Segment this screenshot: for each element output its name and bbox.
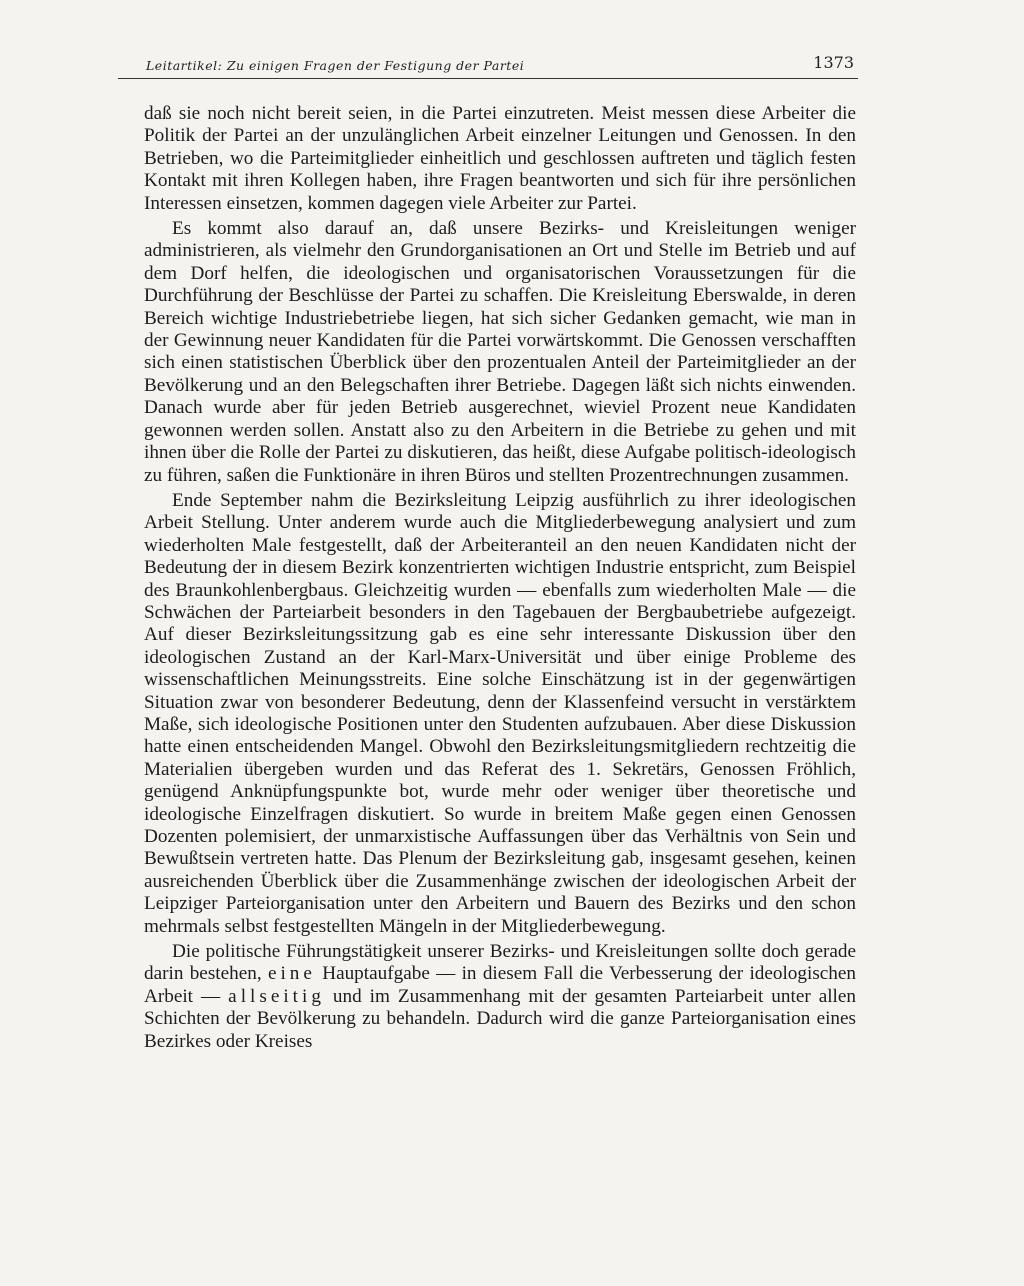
paragraph-4-part-3: und im Zusammenhang mit der gesamten Parteiarbeit unter allen Schichten der Bevölkerung zu behandeln. Dadurch wird die ganze Parteiorganisation eines Bezirkes oder Kreises [144, 985, 856, 1052]
running-head: Leitartikel: Zu einigen Fragen der Festigung der Partei [146, 58, 525, 73]
emphasis-allseitig: allseitig [228, 985, 325, 1007]
page-header [118, 52, 858, 79]
page-number: 1373 [813, 53, 854, 72]
paragraph-4-part-1: Die politische Führungstätigkeit unserer Bezirks- und Kreisleitungen sollte doch gerade darin bestehen, [144, 941, 856, 985]
paragraph-2: Es kommt also darauf an, daß unsere Bezirks- und Kreisleitungen weniger administrieren, als vielmehr den Grundorganisationen an Ort und Stelle im Betrieb und auf dem Dorf helfen, die ideologischen und organisatorischen Voraussetzungen für die Durchführung der Beschlüsse der Partei zu schaffen. Die Kreisleitung Eberswalde, in deren Bereich wichtige Industriebetriebe liegen, hat sich sicher Gedanken gemacht, wie man in der Gewinnung neuer Kandidaten für die Partei vorwärtskommt. Die Genossen verschafften sich einen statistischen Überblick über den prozentualen Anteil der Parteimitglieder an der Bevölkerung und an den Belegschaften ihrer Betriebe. Dagegen läßt sich nichts einwenden. Danach wurde aber für jeden Betrieb ausgerechnet, wieviel Prozent neue Kandidaten gewonnen werden sollen. Anstatt also zu den Arbeitern in die Betriebe zu gehen und mit ihnen über die Rolle der Partei zu diskutieren, das heißt, diese Aufgabe politisch-ideologisch zu führen, saßen die Funktionäre in ihren Büros und stellten Prozentrechnungen zusammen. [144, 218, 856, 486]
paragraph-4-part-2: Hauptaufgabe — in diesem Fall die Verbesserung der ideologischen Arbeit — [144, 963, 857, 1007]
emphasis-eine: eine [267, 963, 316, 985]
paragraph-3: Ende September nahm die Bezirksleitung Leipzig ausführlich zu ihrer ideologischen Arbeit Stellung. Unter anderem wurde auch die Mitgliederbewegung analysiert und zum wiederholten Male festgestellt, daß der Arbeiteranteil an den neuen Kandidaten nicht der Bedeutung der in diesem Bezirk konzentrierten wichtigen Industrie entspricht, zum Beispiel des Braunkohlenbergbaus. Gleichzeitig wurden — ebenfalls zum wiederholten Male — die Schwächen der Parteiarbeit besonders in den Tagebauen der Bergbaubetriebe aufgezeigt. Auf dieser Bezirksleitungssitzung gab es eine sehr interessante Diskussion über den ideologischen Zustand an der Karl-Marx-Universität und über einige Probleme des wissenschaftlichen Meinungsstreits. Eine solche Einschätzung ist in der gegenwärtigen Situation zwar von besonderer Bedeutung, denn der Klassenfeind versucht in verstärktem Maße, sich ideologische Positionen unter den Studenten aufzubauen. Aber diese Diskussion hatte einen entscheidenden Mangel. Obwohl den Bezirksleitungsmitgliedern rechtzeitig die Materialien übergeben wurden und das Referat des 1. Sekretärs, Genossen Fröhlich, genügend Anknüpfungspunkte bot, wurde mehr oder weniger über theoretische und ideologische Einzelfragen diskutiert. So wurde in breitem Maße gegen einen Genossen Dozenten polemisiert, der unmarxistische Auffassungen über das Verhältnis von Sein und Bewußtsein vertreten hatte. Das Plenum der Bezirksleitung gab, insgesamt gesehen, keinen ausreichenden Überblick über die Zusammenhänge zwischen der ideologischen Arbeit der Leipziger Parteiorganisation unter den Arbeitern und Bauern des Bezirks und den schon mehrmals selbst festgestellten Mängeln in der Mitgliederbewegung. [144, 489, 856, 937]
article-body [144, 103, 856, 1053]
paragraph-1: daß sie noch nicht bereit seien, in die Partei einzutreten. Meist messen diese Arbeiter die Politik der Partei an der unzulänglichen Arbeit einzelner Leitungen und Genossen. In den Betrieben, wo die Parteimitglieder einheitlich und geschlossen auftreten und täglich festen Kontakt mit ihren Kollegen haben, ihre Fragen beantworten und sich für ihre persönlichen Interessen einsetzen, kommen dagegen viele Arbeiter zur Partei. [144, 103, 856, 214]
paragraph-4 [144, 941, 856, 1053]
